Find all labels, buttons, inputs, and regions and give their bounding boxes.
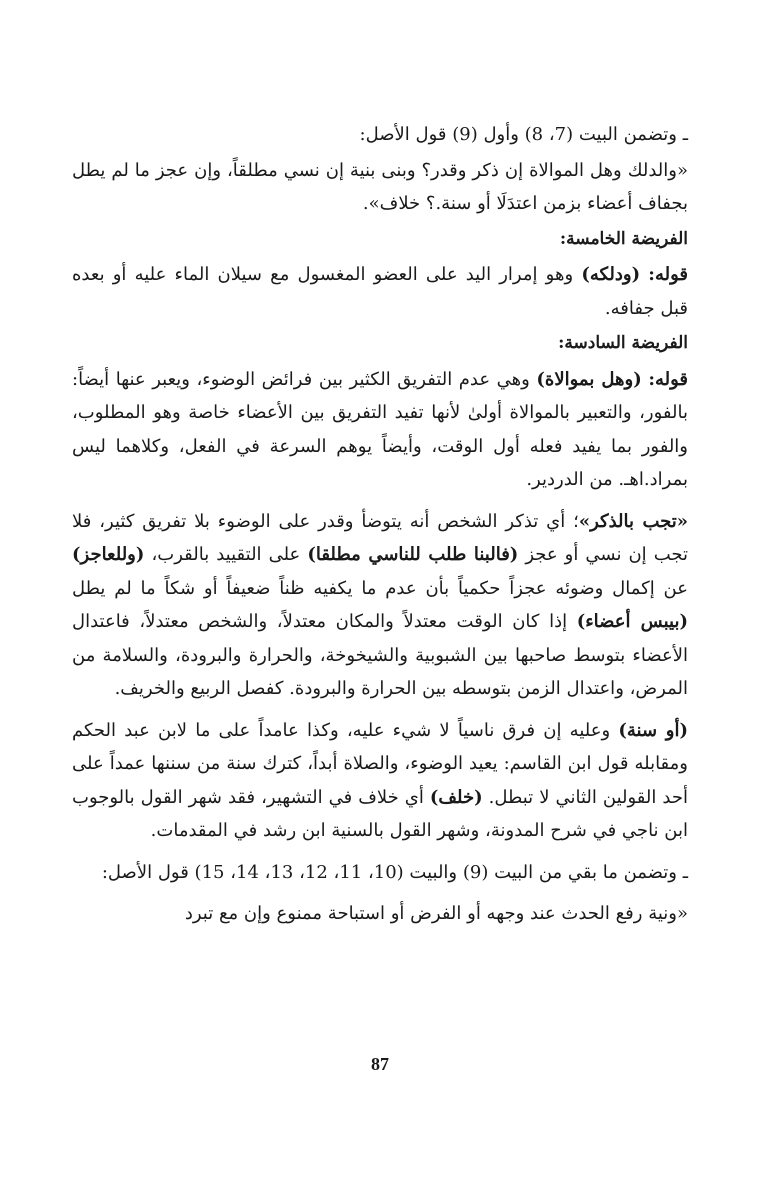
text-tajib-2: على التقييد بالقرب،	[151, 544, 301, 565]
term-dalk: (ودلكه)	[581, 264, 641, 285]
term-tajib-bidhikr: «تجب بالذكر»	[578, 510, 689, 532]
term-khulf: (خلف)	[429, 786, 483, 808]
page-number: 87	[371, 1054, 389, 1074]
term-aw-sunna: (أو سنة)	[618, 719, 688, 741]
term-bina-nasi: (فالبنا طلب للناسي مطلقا)	[307, 544, 519, 565]
text-aw-sunna-2: أي خلاف في التشهير، فقد شهر القول بالوجوب ابن ناجي في شرح المدونة، وشهر القول بالسنية ابن رشد في المقدمات.	[72, 786, 688, 841]
term-muwalat: (وهل بموالاة)	[536, 368, 642, 390]
paragraph-tajib-bidhikr	[72, 505, 688, 706]
text-tajib-3: عن إكمال وضوئه عجزاً حكمياً بأن عدم ما يكفيه ظناً ضعيفاً أو شكاً ما لم يطل	[72, 577, 688, 599]
heading-sixth-obligation: الفريضة السادسة:	[558, 333, 688, 353]
text-dalk: وهو إمرار اليد على العضو المغسول مع سيلان الماء عليه أو بعده قبل جفافه.	[72, 264, 688, 319]
text-aw-sunna-1: وعليه إن فرق ناسياً لا شيء عليه، وكذا عامداً على ما لابن عبد الحكم ومقابله قول ابن القاسم: يعيد الوضوء، والصلاة أبداً، كترك سنة من سننها عمداً على أحد القولين الثاني لا تبطل.	[72, 719, 688, 808]
paragraph-dalk-explanation	[72, 258, 688, 325]
text-tajib-4: إذا كان الوقت معتدلاً والمكان معتدلاً، والشخص معتدلاً، فاعتدال الأعضاء بتوسط صاحبها بين الشبوبية والشيخوخة، والحرارة والبرودة، والسلامة من المرض، واعتدال الزمن بتوسطه بين الحرارة والبرودة. كفصل الربيع والخريف.	[72, 611, 688, 699]
paragraph-intro-verses-7-9: ـ وتضمن البيت (7، 8) وأول (9) قول الأصل:	[359, 124, 688, 145]
paragraph-intro-verses-9-15: ـ وتضمن ما بقي من البيت (9) والبيت (10، 11، 12، 13، 14، 15) قول الأصل:	[101, 861, 688, 883]
text-muwalat: وهي عدم التفريق الكثير بين فرائض الوضوء، ويعبر عنها أيضاً: بالفور، والتعبير بالموالاة أولىٰ لأنها تفيد التفريق بين الأعضاء خاصة وهو المطلوب، والفور بما يفيد فعله أول الوقت، وأيضاً يوهم السرعة في الفعل، وكلاهما ليس بمراد.اهـ. من الدردير.	[72, 368, 688, 490]
paragraph-quote-niyya: «ونية رفع الحدث عند وجهه أو الفرض أو استباحة ممنوع وإن مع تبرد	[184, 903, 688, 924]
term-yubs-adaa: (بيبس أعضاء)	[576, 611, 688, 632]
paragraph-muwalat-explanation	[72, 363, 688, 497]
paragraph-aw-sunna	[72, 714, 688, 848]
heading-fifth-obligation: الفريضة الخامسة:	[559, 228, 688, 249]
text-tajib-1: ؛ أي تذكر الشخص أنه يتوضأ وقدر على الوضوء بلا تفريق كثير، فلا تجب إن نسي أو عجز	[72, 510, 689, 565]
term-lil-ajiz: (وللعاجز)	[72, 544, 145, 565]
paragraph-quote-dalk-muwalat: «والدلك وهل الموالاة إن ذكر وقدر؟ وبنى بنية إن نسي مطلقاً، وإن عجز ما لم يطل بجفاف أعضاء بزمن اعتدَلَا أو سنة.؟ خلاف».	[72, 159, 688, 214]
label-qawluh: قوله:	[648, 368, 688, 390]
label-qawluh: قوله:	[648, 264, 688, 285]
